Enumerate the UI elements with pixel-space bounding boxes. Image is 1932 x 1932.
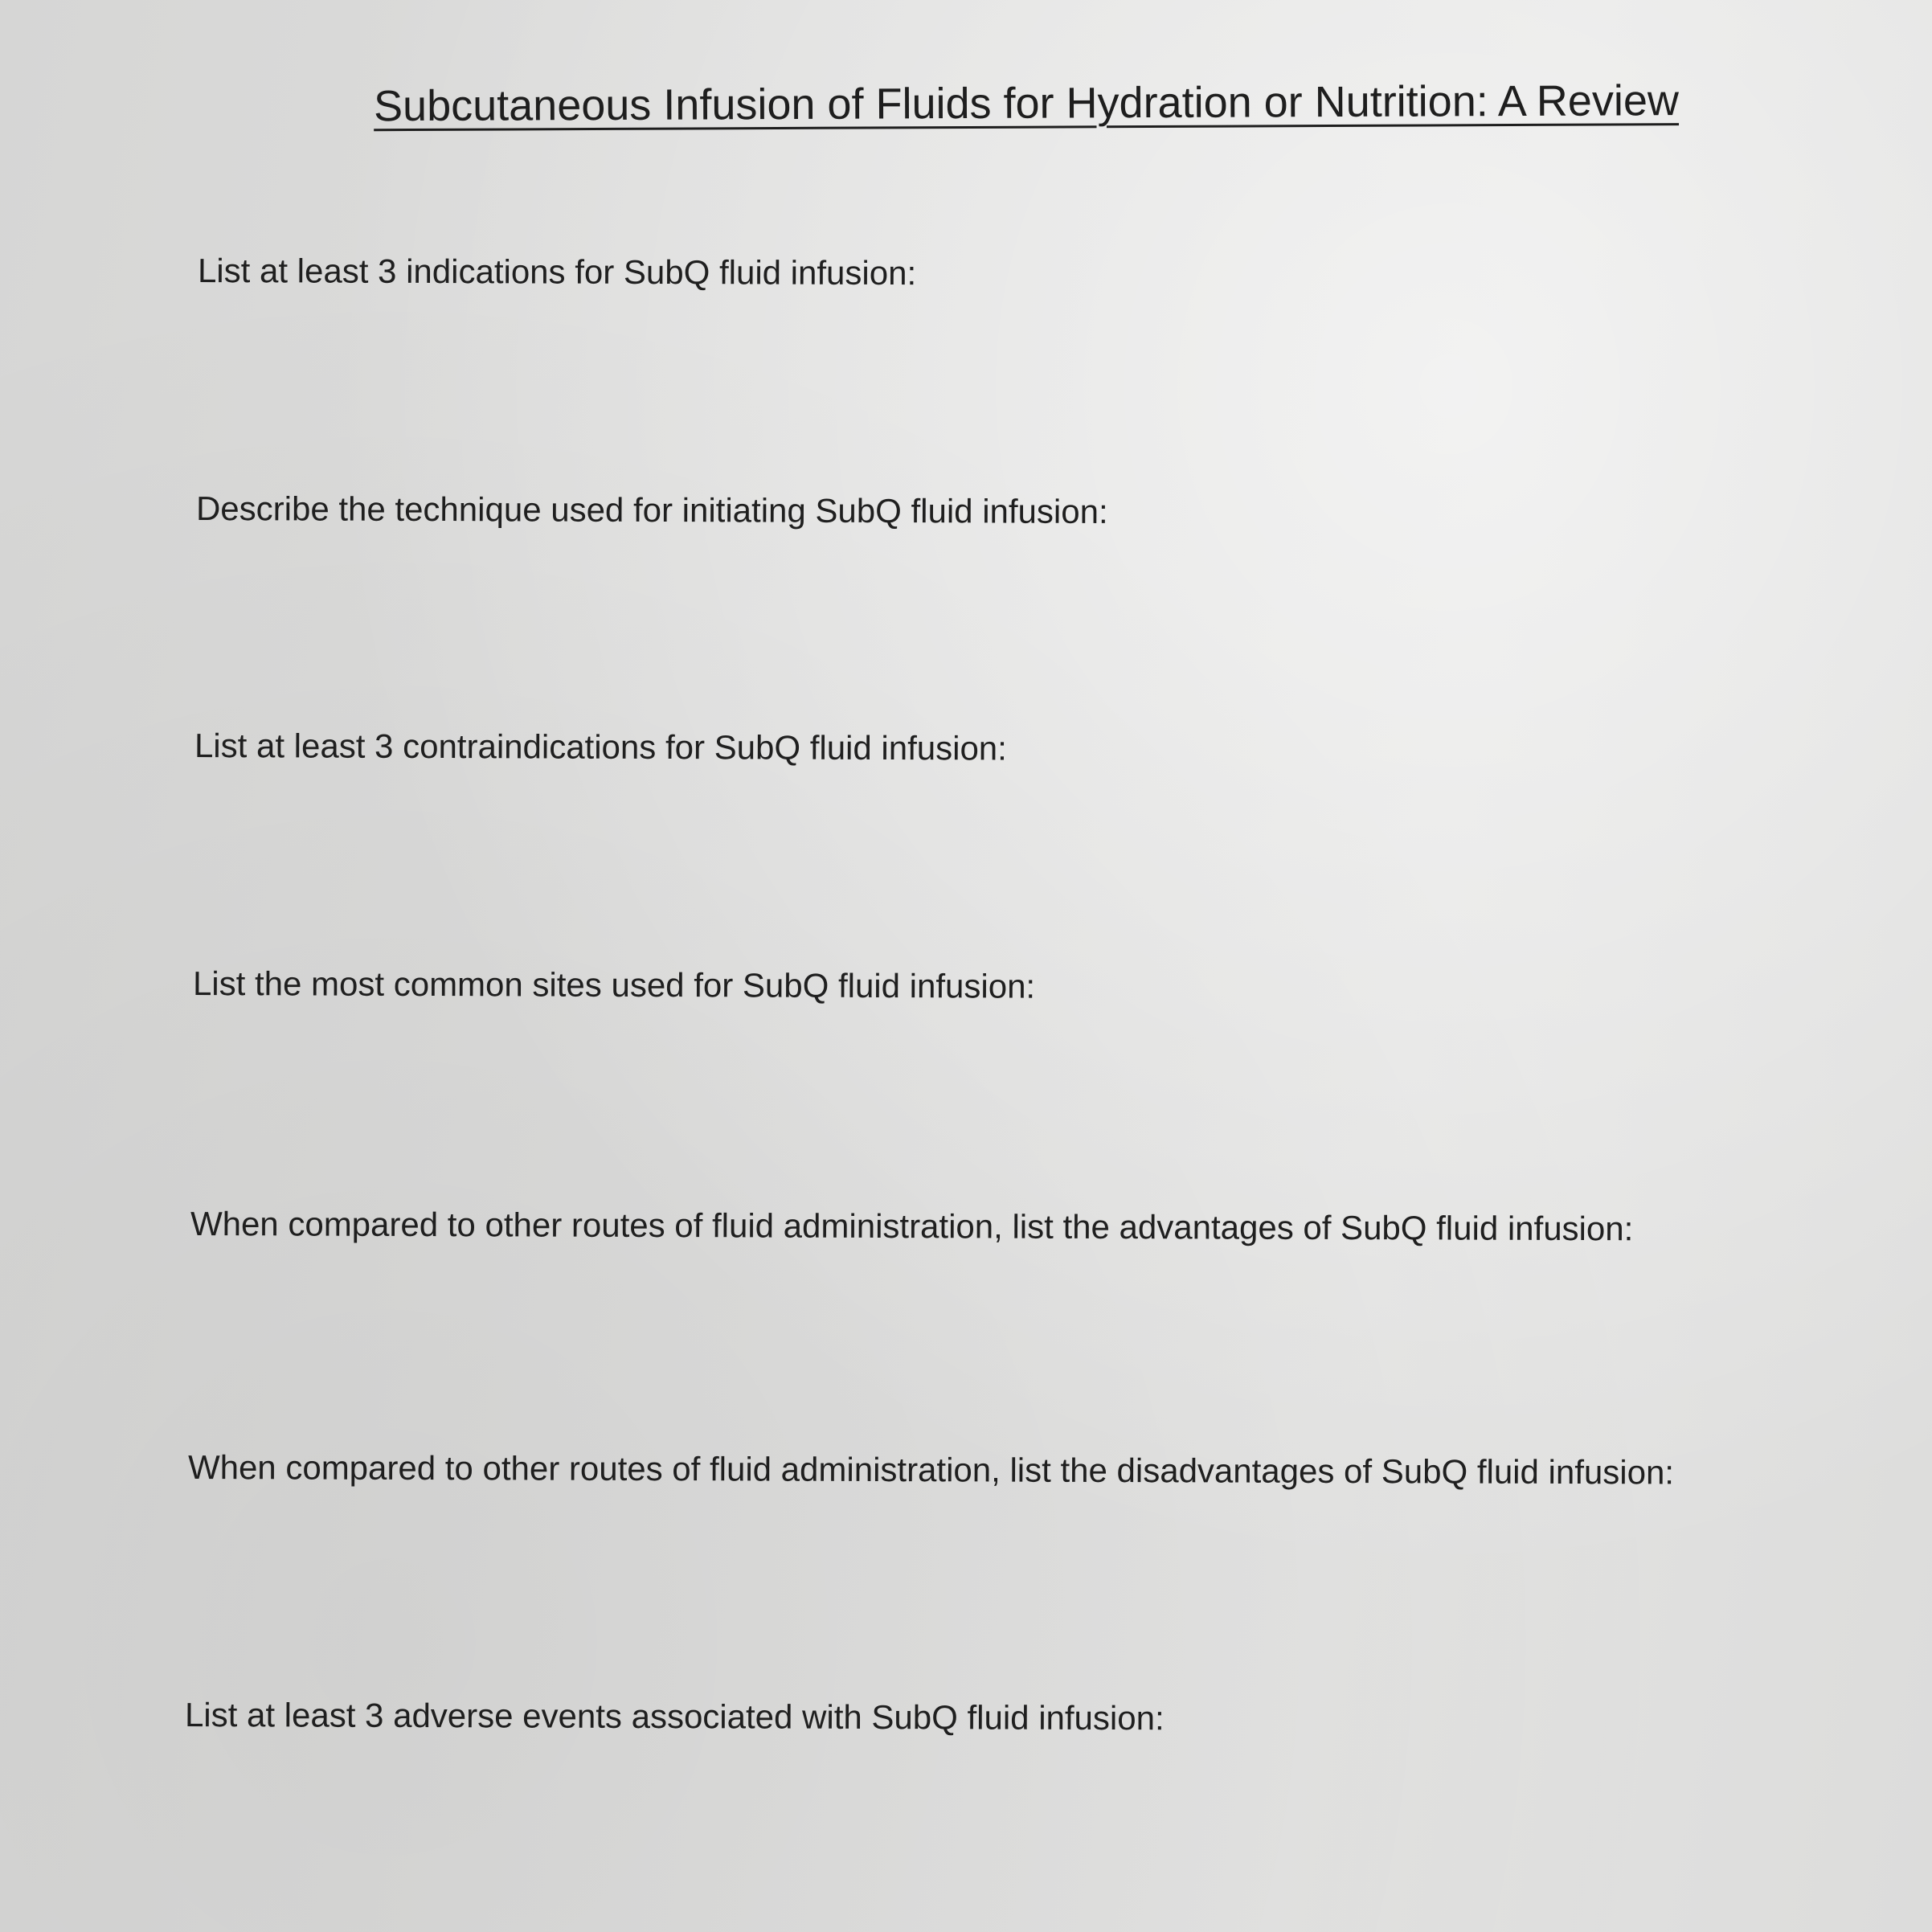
question-adverse-events: List at least 3 adverse events associated with SubQ fluid infusion: [184,1696,1165,1738]
question-indications: List at least 3 indications for SubQ fluid infusion: [197,252,917,293]
question-common-sites: List the most common sites used for SubQ fluid infusion: [192,964,1036,1005]
worksheet-title: Subcutaneous Infusion of Fluids for Hydration or Nutrition: A Review [373,76,1680,131]
question-contraindications: List at least 3 contraindications for SubQ fluid infusion: [194,727,1007,767]
question-technique: Describe the technique used for initiating SubQ fluid infusion: [195,489,1108,530]
question-advantages: When compared to other routes of fluid administration, list the advantages of SubQ fluid infusion: [190,1205,1634,1248]
question-disadvantages: When compared to other routes of fluid administration, list the disadvantages of SubQ fluid infusion: [187,1448,1675,1492]
